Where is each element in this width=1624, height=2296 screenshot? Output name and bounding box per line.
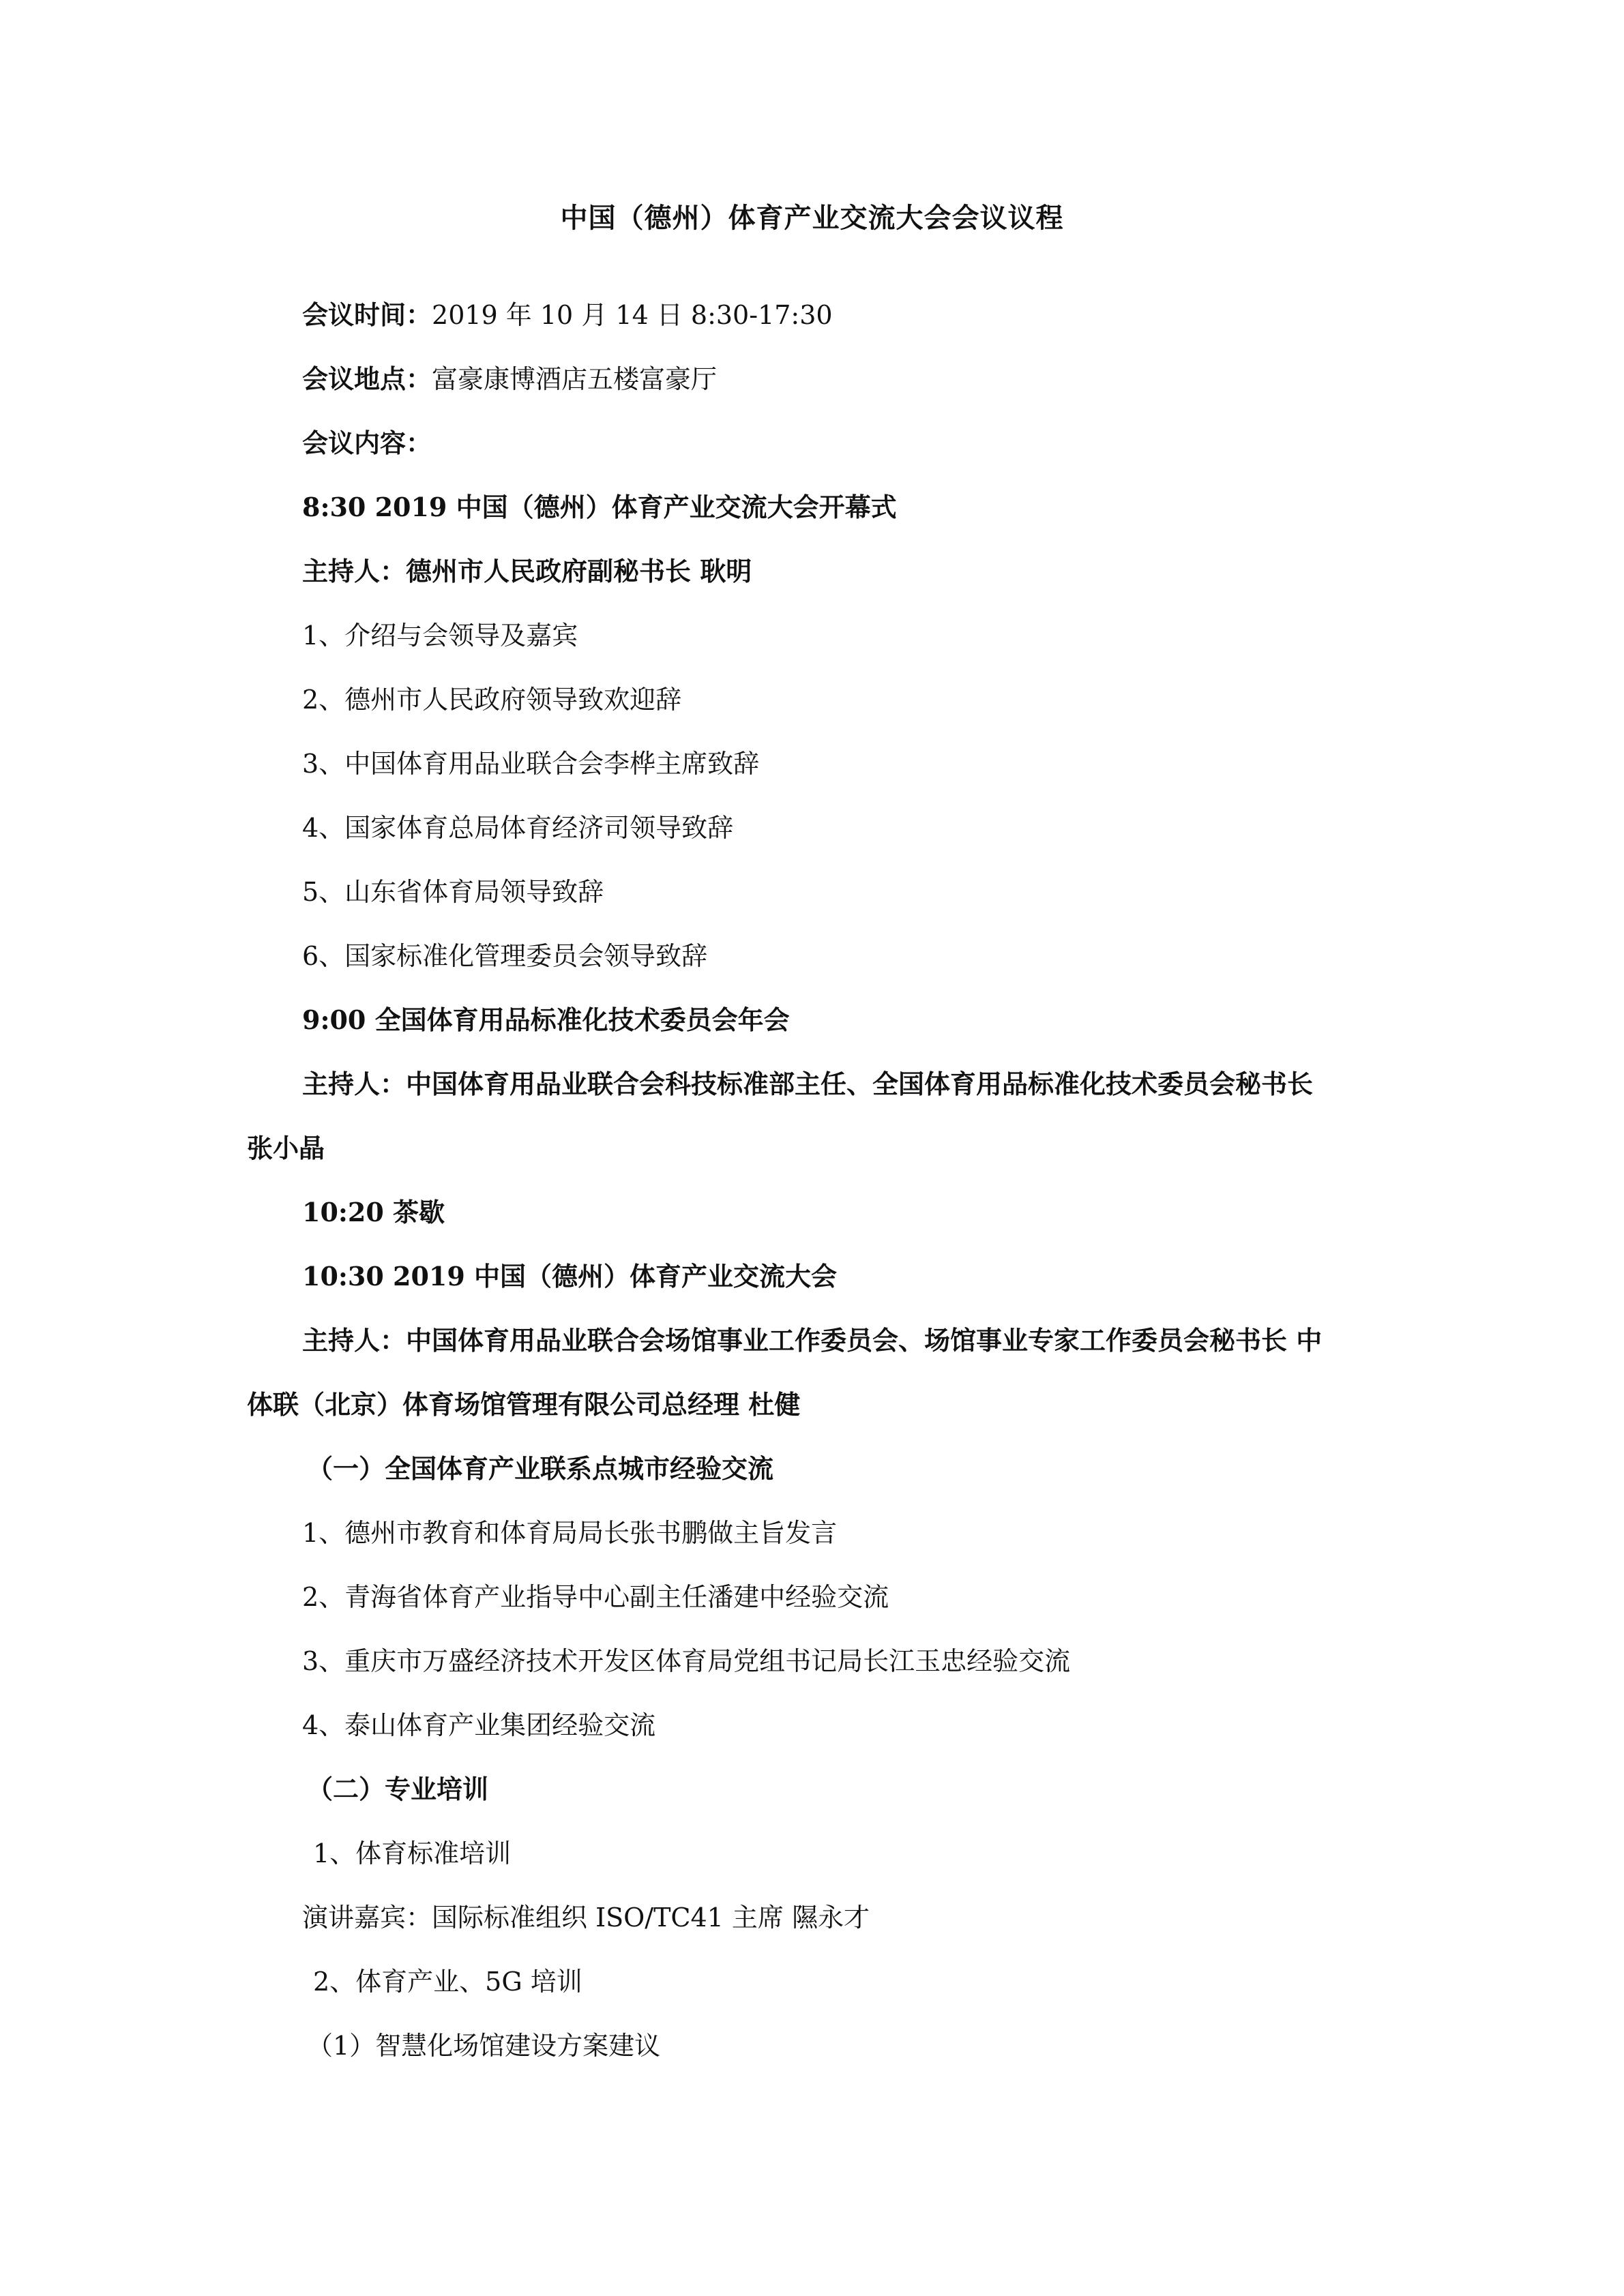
list-item: 4、国家体育总局体育经济司领导致辞	[302, 813, 734, 843]
meeting-time-line	[302, 297, 833, 333]
part-one-heading: （一）全国体育产业联系点城市经验交流	[307, 1453, 774, 1484]
meeting-time-value: 2019 年 10 月 14 日 8:30-17:30	[432, 300, 833, 330]
meeting-place-value: 富豪康博酒店五楼富豪厅	[432, 364, 718, 394]
section-conference-host: 主持人：中国体育用品业联合会场馆事业工作委员会、场馆事业专家工作委员会秘书长 中	[302, 1325, 1323, 1356]
list-item: 3、中国体育用品业联合会李桦主席致辞	[302, 749, 760, 779]
section-conference-host-cont: 体联（北京）体育场馆管理有限公司总经理 杜健	[247, 1389, 801, 1420]
meeting-place-label: 会议地点：	[302, 363, 432, 394]
section-annual-meeting-host-cont: 张小晶	[247, 1133, 325, 1163]
section-opening-heading: 8:30 2019 中国（德州）体育产业交流大会开幕式	[302, 492, 897, 522]
list-item: 5、山东省体育局领导致辞	[302, 877, 604, 907]
section-conference-heading: 10:30 2019 中国（德州）体育产业交流大会	[302, 1261, 838, 1292]
section-opening-host: 主持人：德州市人民政府副秘书长 耿明	[302, 556, 752, 586]
meeting-place-line	[302, 361, 717, 397]
list-item: 2、青海省体育产业指导中心副主任潘建中经验交流	[302, 1582, 889, 1612]
list-item: 4、泰山体育产业集团经验交流	[302, 1710, 656, 1740]
sub-list-item: （1）智慧化场馆建设方案建议	[307, 2031, 661, 2061]
list-item: 2、体育产业、5G 培训	[313, 1967, 582, 1997]
meeting-time-label: 会议时间：	[302, 299, 432, 330]
page-title: 中国（德州）体育产业交流大会会议议程	[560, 202, 1064, 234]
meeting-content-label: 会议内容：	[302, 428, 432, 458]
tea-break: 10:20 茶歇	[302, 1197, 445, 1227]
list-item: 1、德州市教育和体育局局长张书鹏做主旨发言	[302, 1518, 838, 1548]
list-item: 2、德州市人民政府领导致欢迎辞	[302, 685, 682, 715]
list-item: 3、重庆市万盛经济技术开发区体育局党组书记局长江玉忠经验交流	[302, 1646, 1071, 1676]
list-item: 1、体育标准培训	[313, 1838, 512, 1868]
section-annual-meeting-host: 主持人：中国体育用品业联合会科技标准部主任、全国体育用品标准化技术委员会秘书长	[302, 1069, 1314, 1099]
part-two-heading: （二）专业培训	[307, 1774, 489, 1804]
section-annual-meeting-heading: 9:00 全国体育用品标准化技术委员会年会	[302, 1004, 790, 1035]
speaker-line: 演讲嘉宾：国际标准组织 ISO/TC41 主席 隰永才	[302, 1903, 870, 1933]
list-item: 6、国家标准化管理委员会领导致辞	[302, 941, 708, 971]
list-item: 1、介绍与会领导及嘉宾	[302, 621, 578, 651]
